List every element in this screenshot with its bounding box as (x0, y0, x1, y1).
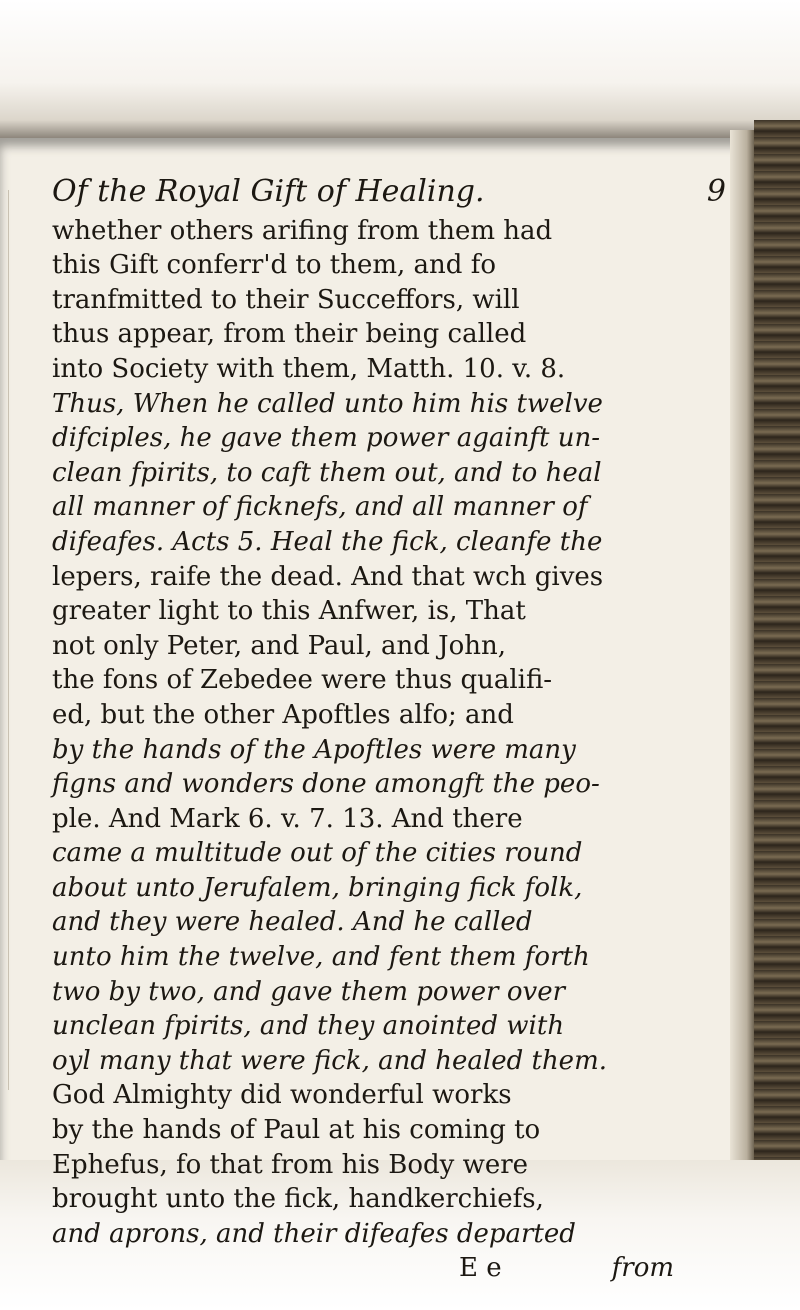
page-number: 9 (706, 174, 726, 209)
text-line: clean fpirits, to caft them out, and to heal (52, 457, 602, 488)
text-line: ed, but the other Apoftles alfo; and (52, 699, 514, 730)
text-line: about unto Jerufalem, bringing fick folk, (52, 872, 583, 903)
text-line: came a multitude out of the cities round (52, 838, 583, 869)
text-line: whether others arifing from them had (52, 215, 553, 246)
running-header (52, 174, 726, 210)
text-line: unto him the twelve, and fent them forth (52, 942, 590, 973)
footer-line (52, 1251, 692, 1286)
text-line: difciples, he gave them power againft un- (52, 423, 601, 454)
page-edge (730, 130, 754, 1170)
text-line: by the hands of Paul at his coming to (52, 1115, 541, 1146)
text-line: and aprons, and their difeafes departed (52, 1218, 576, 1249)
text-line: figns and wonders done amongft the peo- (52, 769, 600, 800)
text-line: not only Peter, and Paul, and John, (52, 630, 506, 661)
text-line: this Gift conferr'd to them, and fo (52, 250, 496, 281)
text-line: lepers, raife the dead. And that wch gives (52, 561, 604, 592)
signature-mark: E e (459, 1253, 502, 1284)
text-line: God Almighty did wonderful works (52, 1080, 512, 1111)
text-line: and they were healed. And he called (52, 907, 533, 938)
book-spine (754, 120, 800, 1170)
text-line: unclean fpirits, and they anointed with (52, 1011, 565, 1042)
text-line: difeafes. Acts 5. Heal the fick, cleanfe the (52, 526, 603, 557)
text-line: into Society with them, Matth. 10. v. 8. (52, 353, 566, 384)
text-line: the fons of Zebedee were thus qualifi- (52, 665, 553, 696)
text-line: Thus, When he called unto him his twelve (52, 388, 603, 419)
text-line: greater light to this Anfwer, is, That (52, 596, 526, 627)
text-line: tranfmitted to their Succeffors, will (52, 284, 520, 315)
text-line: all manner of ficknefs, and all manner of (52, 492, 588, 523)
catchword: from (611, 1253, 674, 1284)
text-line: two by two, and gave them power over (52, 976, 566, 1007)
running-title: Of the Royal Gift of Healing. (52, 174, 485, 209)
text-line: Ephefus, fo that from his Body were (52, 1149, 529, 1180)
text-line: oyl many that were fick, and healed them. (52, 1045, 607, 1076)
text-line: thus appear, from their being called (52, 319, 527, 350)
text-block (52, 174, 726, 1286)
text-line: brought unto the fick, handkerchiefs, (52, 1184, 544, 1215)
text-line: ple. And Mark 6. v. 7. 13. And there (52, 803, 523, 834)
left-margin-rule (8, 190, 9, 1090)
top-shadow (0, 0, 800, 150)
text-line: by the hands of the Apoftles were many (52, 734, 576, 765)
